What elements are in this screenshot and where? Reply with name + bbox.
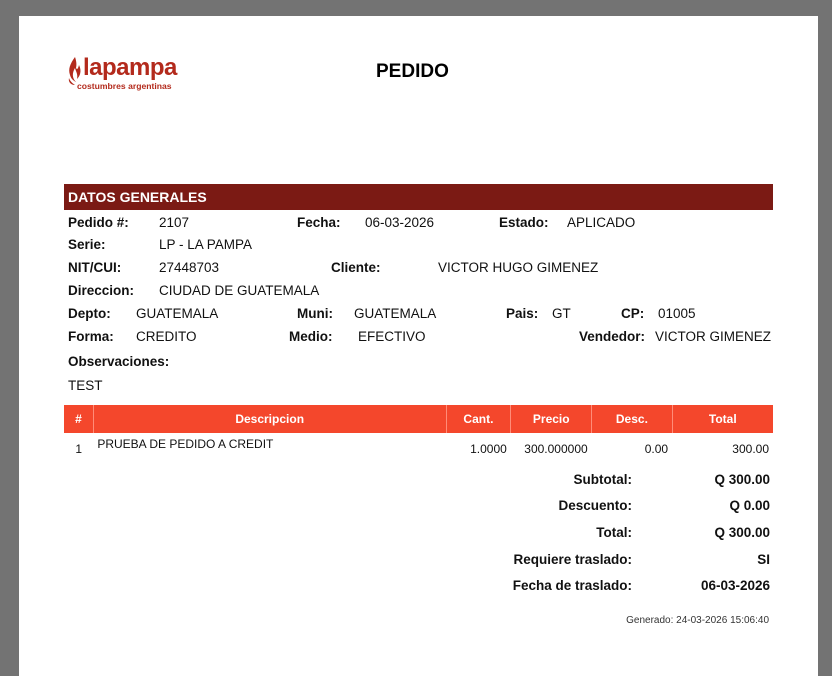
depto-label: Depto: xyxy=(68,306,111,321)
item-descripcion: PRUEBA DE PEDIDO A CREDIT xyxy=(97,437,274,451)
serie-label: Serie: xyxy=(68,237,106,252)
forma-label: Forma: xyxy=(68,329,114,344)
item-desc: 0.00 xyxy=(644,442,669,456)
traslado-value: SI xyxy=(757,552,770,567)
cliente-value: VICTOR HUGO GIMENEZ xyxy=(438,260,599,275)
col-header-cant: Cant. xyxy=(446,405,511,433)
col-header-num: # xyxy=(64,405,93,433)
medio-value: EFECTIVO xyxy=(358,329,426,344)
subtotal-label: Subtotal: xyxy=(573,472,632,487)
fecha-traslado-value: 06-03-2026 xyxy=(700,578,770,593)
total-label: Total: xyxy=(596,525,632,540)
estado-label: Estado: xyxy=(499,215,549,230)
items-table-header xyxy=(64,405,773,433)
direccion-label: Direccion: xyxy=(68,283,135,298)
muni-label: Muni: xyxy=(297,306,333,321)
subtotal-value: Q 300.00 xyxy=(714,472,770,487)
cp-label: CP: xyxy=(621,306,645,321)
observaciones-value: TEST xyxy=(68,378,103,393)
fecha-value: 06-03-2026 xyxy=(365,215,435,230)
medio-label: Medio: xyxy=(289,329,333,344)
vendedor-label: Vendedor: xyxy=(579,329,646,344)
muni-value: GUATEMALA xyxy=(354,306,437,321)
item-num: 1 xyxy=(75,442,82,456)
depto-value: GUATEMALA xyxy=(136,306,219,321)
logo-tagline: costumbres argentinas xyxy=(77,81,172,91)
observaciones-label: Observaciones: xyxy=(68,354,170,369)
col-header-descripcion: Descripcion xyxy=(93,405,446,433)
item-precio: 300.000000 xyxy=(524,442,588,456)
nit-label: NIT/CUI: xyxy=(68,260,122,275)
generated-timestamp: Generado: 24-03-2026 15:06:40 xyxy=(626,615,769,626)
col-header-precio: Precio xyxy=(511,405,592,433)
nit-value: 27448703 xyxy=(159,260,220,275)
pedido-label: Pedido #: xyxy=(68,215,129,230)
vendedor-value: VICTOR GIMENEZ xyxy=(655,329,772,344)
pais-label: Pais: xyxy=(506,306,539,321)
traslado-label: Requiere traslado: xyxy=(513,552,632,567)
serie-value: LP - LA PAMPA xyxy=(159,237,253,252)
fecha-label: Fecha: xyxy=(297,215,341,230)
cp-value: 01005 xyxy=(658,306,696,321)
forma-value: CREDITO xyxy=(136,329,197,344)
item-cant: 1.0000 xyxy=(470,442,507,456)
col-header-desc: Desc. xyxy=(592,405,672,433)
logo-wordmark: lapampa xyxy=(83,54,177,81)
descuento-value: Q 0.00 xyxy=(729,498,770,513)
total-value: Q 300.00 xyxy=(714,525,770,540)
table-row xyxy=(64,433,773,465)
col-header-total: Total xyxy=(672,405,773,433)
descuento-label: Descuento: xyxy=(558,498,632,513)
fecha-traslado-label: Fecha de traslado: xyxy=(512,578,632,593)
pedido-value: 2107 xyxy=(159,215,190,230)
cliente-label: Cliente: xyxy=(331,260,381,275)
section-header-datos-generales: DATOS GENERALES xyxy=(64,184,773,210)
document-page xyxy=(19,16,818,676)
estado-value: APLICADO xyxy=(567,215,636,230)
items-table xyxy=(64,405,773,465)
item-total: 300.00 xyxy=(732,442,769,456)
pais-value: GT xyxy=(552,306,571,321)
direccion-value: CIUDAD DE GUATEMALA xyxy=(159,283,320,298)
brand-logo xyxy=(66,56,206,92)
document-title: PEDIDO xyxy=(376,61,449,82)
